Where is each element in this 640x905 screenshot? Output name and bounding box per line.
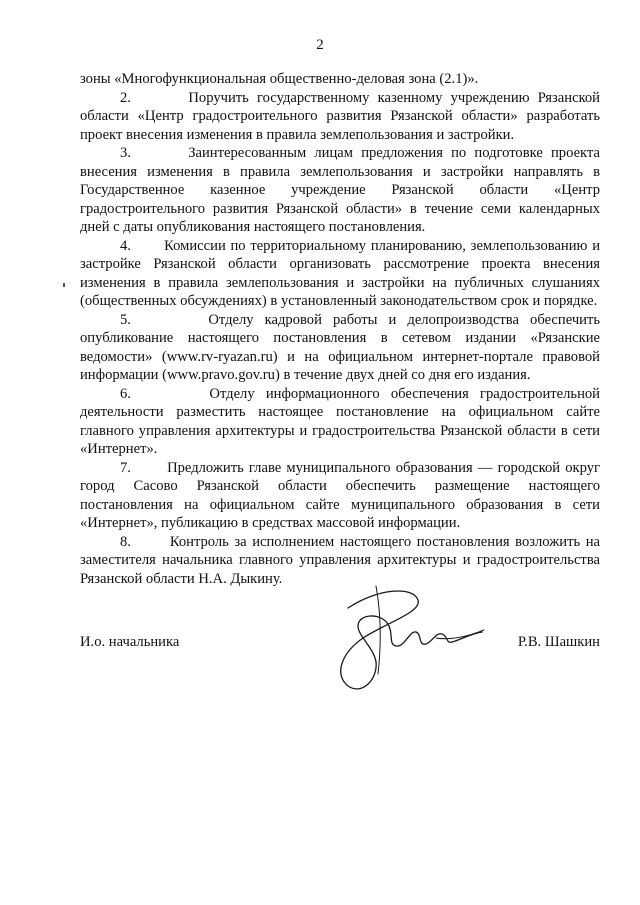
signatory-role: И.о. начальника bbox=[80, 634, 180, 650]
paragraph-item-7: 7. Предложить главе муниципального образования — городской округ город Сасово Рязанской области обеспечить размещение настоящего постановления на официальном сайте муниципального образования в сети «Интернет», публикацию в средствах массовой информации. bbox=[80, 459, 600, 531]
paragraph-continuation: зоны «Многофункциональная общественно-деловая зона (2.1)». bbox=[80, 71, 479, 87]
paragraph-item-8: 8. Контроль за исполнением настоящего постановления возложить на заместителя начальника главного управления архитектуры и градостроительства Рязанской области Н.А. Дыкину. bbox=[80, 533, 600, 587]
document-body bbox=[80, 70, 600, 588]
paragraph-item-3: 3. Заинтересованным лицам предложения по подготовке проекта внесения изменения в правила землепользования и застройки направлять в Государственное казенное учреждение Рязанской области «Центр градостроительного развития Рязанской области» в течение семи календарных дней с даты опубликования настоящего постановления. bbox=[80, 145, 600, 235]
page-number: 2 bbox=[316, 37, 324, 53]
paragraph-item-4: 4. Комиссии по территориальному планированию, землепользованию и застройке Рязанской области организовать рассмотрение проекта внесения изменения в правила землепользования и застройки на публичных слушаниях (общественных обсуждениях) в установленный законодательством срок и порядке. bbox=[80, 237, 600, 309]
paragraph-item-2: 2. Поручить государственному казенному учреждению Рязанской области «Центр градостроительного развития Рязанской области» разработать проект внесения изменения в правила землепользования и застройки. bbox=[80, 89, 600, 143]
paragraph-item-6: 6. Отделу информационного обеспечения градостроительной деятельности разместить настоящее постановление на официальном сайте главного управления архитектуры и градостроительства Рязанской области в сети «Интернет». bbox=[80, 385, 600, 457]
scan-artifact bbox=[63, 283, 65, 287]
signature-block bbox=[80, 634, 600, 658]
signatory-name: Р.В. Шашкин bbox=[517, 634, 600, 650]
paragraph-item-5: 5. Отделу кадровой работы и делопроизводства обеспечить опубликование настоящего постановления в сетевом издании «Рязанские ведомости» (www.rv-ryazan.ru) и на официальном интернет-портале правовой информации (www.pravo.gov.ru) в течение двух дней со дня его издания. bbox=[80, 311, 600, 383]
